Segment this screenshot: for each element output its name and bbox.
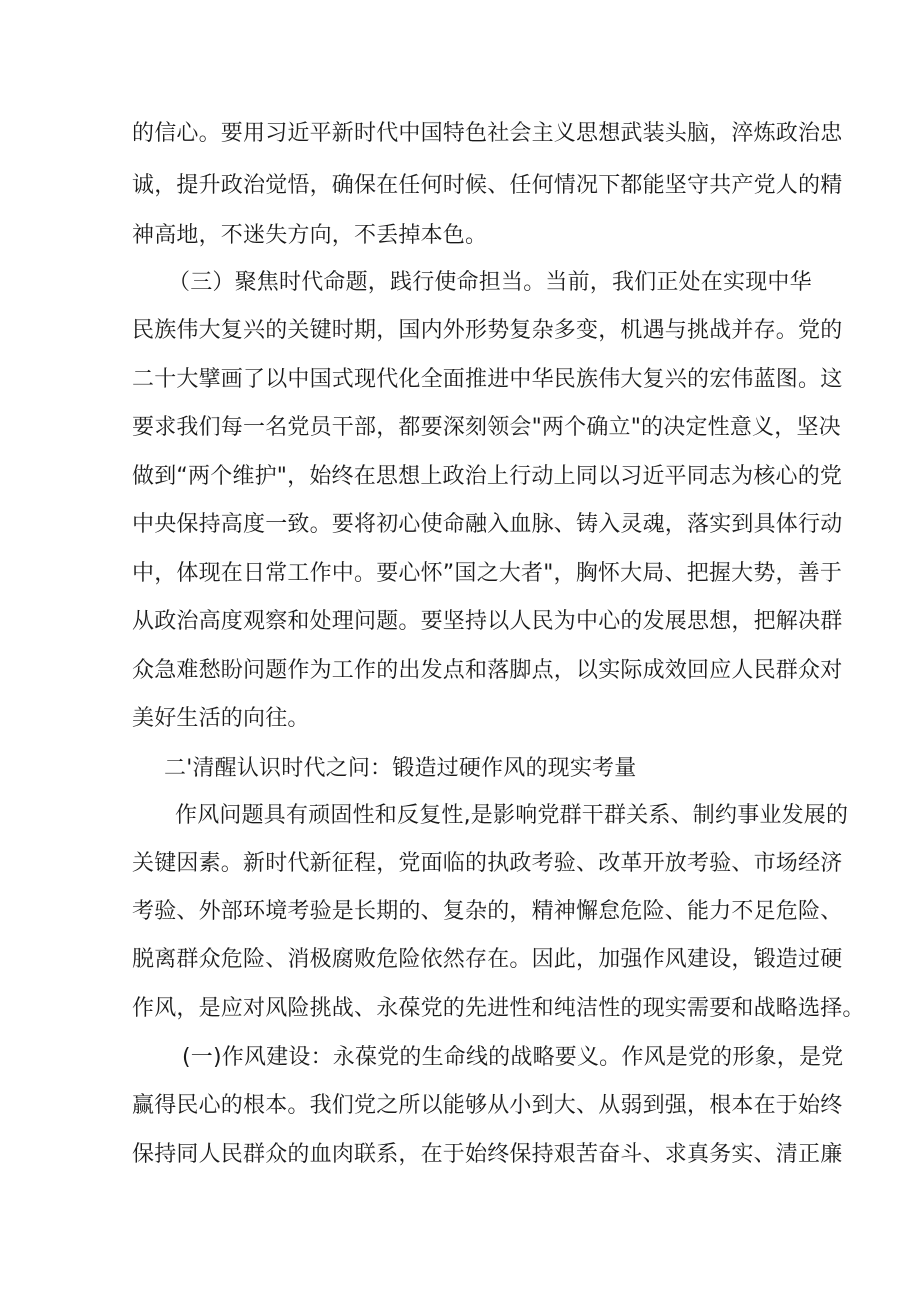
text-line: 神高地，不迷失方向，不丢掉本色。 xyxy=(132,223,488,248)
text-line: （三）聚焦时代命题，践行使命担当。当前，我们正处在实现中华 xyxy=(168,270,812,295)
text-line: 美好生活的向往。 xyxy=(132,706,310,731)
text-line: 要求我们每一名党员干部，都要深刻领会"两个确立"的决定性意义，坚决 xyxy=(132,415,841,440)
text-line: 作风问题具有顽固性和反复性,是影响党群干群关系、制约事业发展的 xyxy=(175,803,849,828)
text-line: 关键因素。新时代新征程，党面临的执政考验、改革开放考验、市场经济 xyxy=(132,851,843,876)
text-line: 中，体现在日常工作中。要心怀”国之大者"，胸怀大局、把握大势，善于 xyxy=(132,561,843,586)
text-line: 民族伟大复兴的关键时期，国内外形势复杂多变，机遇与挑战并存。党的 xyxy=(132,318,843,343)
text-line: 赢得民心的根本。我们党之所以能够从小到大、从弱到强，根本在于始终 xyxy=(132,1093,843,1118)
text-line: 众急难愁盼问题作为工作的出发点和落脚点，以实际成效回应人民群众对 xyxy=(132,658,843,683)
text-line: 中央保持高度一致。要将初心使命融入血脉、铸入灵魂，落实到具体行动 xyxy=(132,512,843,537)
section-heading: 二'清醒认识时代之问：锻造过硬作风的现实考量 xyxy=(164,756,637,781)
text-line: 二十大擘画了以中国式现代化全面推进中华民族伟大复兴的宏伟蓝图。这 xyxy=(132,367,843,392)
text-line: 诚，提升政治觉悟，确保在任何时候、任何情况下都能坚守共产党人的精 xyxy=(132,173,843,198)
text-line: 做到“两个维护"，始终在思想上政治上行动上同以习近平同志为核心的党 xyxy=(132,464,843,489)
text-line: 从政治高度观察和处理问题。要坚持以人民为中心的发展思想，把解决群 xyxy=(132,609,843,634)
text-line: 保持同人民群众的血肉联系，在于始终保持艰苦奋斗、求真务实、清正廉 xyxy=(132,1142,843,1167)
text-line: 考验、外部环境考验是长期的、复杂的，精神懈怠危险、能力不足危险、 xyxy=(132,899,843,924)
text-line: 的信心。要用习近平新时代中国特色社会主义思想武装头脑，淬炼政治忠 xyxy=(132,121,843,146)
text-line: 作风，是应对风险挑战、永葆党的先进性和纯洁性的现实需要和战略选择。 xyxy=(132,996,865,1021)
text-line: 脱离群众危险、消极腐败危险依然存在。因此，加强作风建设，锻造过硬 xyxy=(132,947,843,972)
text-line: (一)作风建设：永葆党的生命线的战略要义。作风是党的形象，是党 xyxy=(182,1045,844,1070)
